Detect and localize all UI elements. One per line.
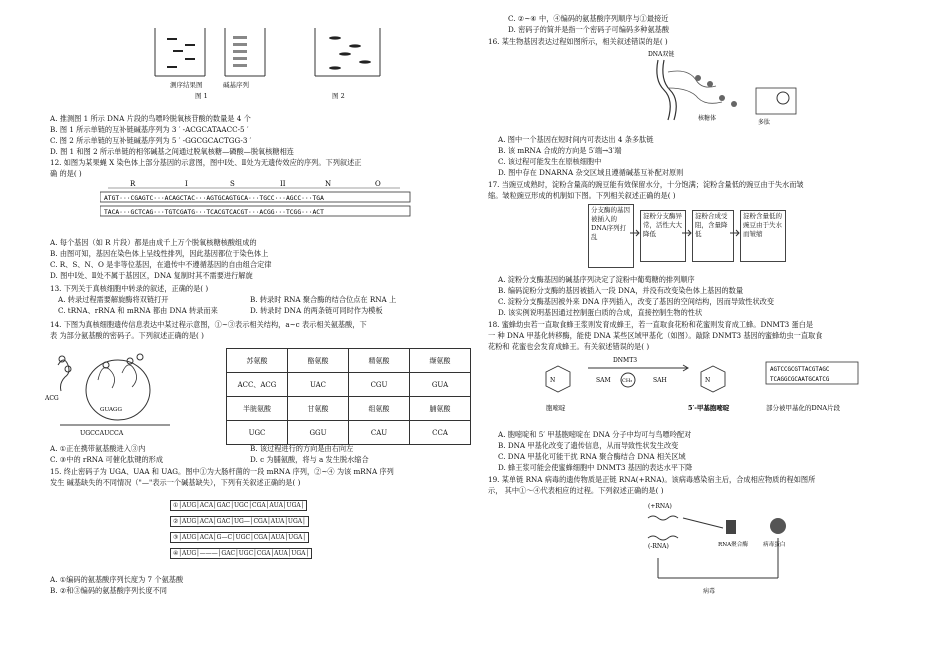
- viral-protein-label: 病毒蛋白: [763, 542, 786, 548]
- mechanism-box-2: 淀粉分支酶异常，活性大大降低: [640, 210, 686, 262]
- q16-option-b: B. 该 mRNA 合成的方向是 5′端→3′端: [498, 146, 622, 155]
- gene-diagram: [100, 180, 420, 230]
- q18-stem-line3: 花粉和 花蜜也会发育成蜂王。有关叙述错误的是( ): [488, 342, 650, 351]
- q16-option-d: D. 图中存在 DNARNA 杂交区域且遵循碱基互补配对原则: [498, 168, 684, 177]
- fig2-caption: 图 2: [332, 92, 345, 100]
- svg-text:N: N: [550, 377, 556, 384]
- codon-cell: UAC: [288, 373, 349, 397]
- gene-label-r: R: [130, 180, 136, 188]
- q16-stem: 16. 某生物基因表达过程如图所示，相关叙述错误的是( ): [488, 37, 668, 46]
- fig1-label-b: 碱基序列: [223, 81, 249, 89]
- codon-cell: 苏氨酸: [227, 349, 288, 373]
- gene-strand-top: ATGT···CGAGTC···ACAGCTAC···AGTGCAGTGCA···TGCC···AGCC···TGA: [104, 195, 324, 202]
- gene-label-s: S: [230, 180, 235, 188]
- translation-figure: [40, 345, 180, 440]
- mrna-sequence: UGCCAUCCA: [80, 430, 124, 437]
- mechanism-arrows: [628, 228, 748, 238]
- sah-label: SAH: [653, 377, 667, 384]
- q11-option-c: C. 图 2 所示单链的互补链碱基序列为 5 ′ -GGCGCACTGG-3 ′: [50, 136, 252, 145]
- dna-double-strand-label: DNA双链: [648, 51, 675, 58]
- codon-table: [226, 348, 471, 445]
- dnmt3-label: DNMT3: [613, 357, 638, 364]
- q14-option-b: B. 该过程进行的方向是由右向左: [250, 444, 354, 453]
- q18-option-d: D. 蜂王浆可能会使蜜蜂细胞中 DNMT3 基因的表达水平下降: [498, 463, 693, 472]
- mechanism-box-1: 分支酶的基因被插入的DNA序列打乱: [588, 204, 634, 268]
- q14-option-d: D. c 为脯氨酸，将与 a 发生脱水缩合: [250, 455, 369, 464]
- q12-stem-line2: 确 的是( ): [50, 169, 82, 178]
- q15-option-b: B. ②和③编码的氨基酸序列长度不同: [50, 586, 167, 595]
- codon-cell: 甘氨酸: [288, 397, 349, 421]
- q17-stem-line1: 17. 当豌豆成熟时，淀粉含量高的豌豆能有效保留水分，十分饱满；淀粉含量低的豌豆由于失水而皱: [488, 180, 804, 189]
- gene-strand-bottom: TACA···GCTCAG···TGTCGATG···TCACGTCACGT···ACGG···TCGG···ACT: [104, 209, 324, 216]
- q14-option-a: A. ①正在携带氨基酸进入③内: [50, 444, 146, 453]
- trna-anticodon-text: GUAGG: [100, 407, 122, 413]
- anticodon-label: ACG: [45, 395, 59, 402]
- q17-option-c: C. 淀粉分支酶基因被外来 DNA 序列插入，改变了基因的空间结构，因而导致性状改变: [498, 297, 775, 306]
- q18-stem-line2: 一 种 DNA 甲基化转移酶，能使 DNA 某些区域甲基化（如图）。敲除 DNMT3 基因的蜜蜂幼虫一直取食: [488, 331, 823, 340]
- q17-option-a: A. 淀粉分支酶基因的碱基序列决定了淀粉中葡萄糖的排列顺序: [498, 275, 695, 284]
- gene-label-ii: II: [280, 180, 286, 188]
- codon-cell: UGC: [227, 421, 288, 445]
- q12-option-a: A. 每个基因（如 R 片段）都是由成千上万个脱氧核糖核酸组成的: [50, 238, 257, 247]
- q19-stem-line1: 19. 某单链 RNA 病毒的遗传物质是正链 RNA(+RNA)。该病毒感染宿主后，合成相应物质的程如图所: [488, 475, 816, 484]
- q11-option-d: D. 图 1 和图 2 所示单链的相邻碱基之间通过脱氧核糖—磷酸—脱氧核糖相连: [50, 147, 294, 156]
- sam-label: SAM: [596, 377, 611, 384]
- q14-option-c: C. ③中的 rRNA 可催化肽键的形成: [50, 455, 164, 464]
- q12-option-c: C. R、S、N、O 是非等位基因，在遗传中不遵循基因的自由组合定律: [50, 260, 272, 269]
- codon-cell: GUA: [410, 373, 471, 397]
- q16-option-a: A. 图中一个基因在短时间内可表达出 4 条多肽链: [498, 135, 654, 144]
- mrna-sequence-row: ④│AUG│———│GAC│UGC│CGA│AUA│UGA│: [170, 548, 312, 559]
- methylation-figure: [528, 352, 868, 422]
- q16-option-c: C. 该过程可能发生在原核细胞中: [498, 157, 602, 166]
- q18-option-a: A. 胞嘧啶和 5′ 甲基胞嘧啶在 DNA 分子中均可与鸟嘌呤配对: [498, 430, 692, 439]
- cytosine-label: 胞嘧啶: [546, 404, 566, 412]
- q15-option-a: A. ①编码的氨基酸序列长度为 7 个氨基酸: [50, 575, 184, 584]
- q18-option-c: C. DNA 甲基化可能干扰 RNA 聚合酶结合 DNA 相关区域: [498, 452, 686, 461]
- codon-cell: CAU: [349, 421, 410, 445]
- mrna-sequence-row: ③│AUG│ACA│G—C│UGC│CGA│AUA│UGA│: [170, 532, 309, 543]
- q13-stem: 13. 下列关于真核细胞中转录的叙述，正确的是( ): [50, 284, 209, 293]
- fig1-caption: 图 1: [195, 92, 208, 100]
- codon-cell: ACC、ACG: [227, 373, 288, 397]
- codon-cell: 精氨酸: [349, 349, 410, 373]
- q18-option-b: B. DNA 甲基化改变了遗传信息，从而导致性状发生改变: [498, 441, 679, 450]
- q14-stem-line2: 表 为部分氨基酸的密码子。下列叙述正确的是( ): [50, 331, 204, 340]
- mechanism-box-4: 淀粉含量低的豌豆由于失水而皱缩: [740, 210, 786, 262]
- gene-expression-figure: [638, 48, 818, 128]
- q12-option-b: B. 由图可知，基因在染色体上呈线性排列，因此基因都位于染色体上: [50, 249, 269, 258]
- fig1-label-a: 测序结果图: [170, 81, 203, 89]
- codon-cell: 组氨酸: [349, 397, 410, 421]
- virus-replication-figure: [638, 498, 838, 598]
- codon-cell: 脯氨酸: [410, 397, 471, 421]
- q11-option-a: A. 推测图 1 所示 DNA 片段的鸟嘌呤脱氧核苷酸的数量是 4 个: [50, 114, 251, 123]
- gel-figure-1: [155, 28, 265, 76]
- q13-option-b: B. 转录时 RNA 聚合酶的结合位点在 RNA 上: [250, 295, 397, 304]
- gene-label-n: N: [325, 180, 332, 188]
- q15-option-c: C. ②~④ 中，④编码的氨基酸序列顺序与①最接近: [508, 14, 669, 23]
- methylcytosine-label: 5′-甲基胞嘧啶: [688, 404, 730, 412]
- q12-stem-line1: 12. 如图为某果蝇 X 染色体上部分基因的示意图，图中Ⅰ处、Ⅱ处为无遗传效应的序列。下列叙述正: [50, 158, 362, 167]
- q15-option-d: D. 密码子的简并是指一个密码子可编码多种氨基酸: [508, 25, 670, 34]
- minus-rna-label: (-RNA): [648, 543, 669, 550]
- q19-stem-line2: 示， 其中①～④代表相应的过程。下列叙述正确的是( ): [488, 486, 664, 495]
- q18-stem-line1: 18. 蜜蜂幼虫若一直取食蜂王浆则发育成蜂王，若一直取食花粉和花蜜则发育成工蜂。DNMT3 蛋白是: [488, 320, 814, 329]
- q11-option-b: B. 图 1 所示单链的互补链碱基序列为 3 ′ -ACGCATAACC-5 ′: [50, 125, 249, 134]
- ribosome-label: 核糖体: [698, 115, 717, 122]
- q15-stem-line2: 发生 碱基缺失的不同情况（"—"表示一个碱基缺失），下列有关叙述正确的是( ): [50, 478, 301, 487]
- codon-cell: CGU: [349, 373, 410, 397]
- mechanism-box-3: 淀粉合成受阻，含量降低: [692, 210, 734, 262]
- q12-option-d: D. 图中Ⅰ处、Ⅱ处不属于基因区，DNA 复制时其不需要进行解旋: [50, 271, 253, 280]
- q14-stem-line1: 14. 下图为真核细胞遗传信息表达中某过程示意图，①~③表示相关结构，a~c 表示相关氨基酸，下: [50, 320, 367, 329]
- gene-label-o: O: [375, 180, 381, 188]
- q17-option-d: D. 该实例说明基因通过控制蛋白质的合成，直接控制生物的性状: [498, 308, 703, 317]
- polypeptide-label: 多肽: [758, 119, 771, 126]
- q17-option-b: B. 编码淀粉分支酶的基因被插入一段 DNA，并没有改变染色体上基因的数量: [498, 286, 744, 295]
- virus-label: 病毒: [703, 588, 716, 595]
- codon-cell: GGU: [288, 421, 349, 445]
- q13-option-a: A. 转录过程需要解旋酶将双链打开: [58, 295, 169, 304]
- codon-cell: 半胱氨酸: [227, 397, 288, 421]
- dna-top-strand: AGTCCGCGTTACGTAGC: [770, 367, 830, 373]
- gel-figure-2: [315, 28, 380, 76]
- ch3-label: CH₃: [622, 378, 633, 384]
- mrna-sequence-row: ①│AUG│ACA│GAC│UGC│CGA│AUA│UGA│: [170, 500, 307, 511]
- svg-text:N: N: [705, 377, 711, 384]
- codon-cell: 缬氨酸: [410, 349, 471, 373]
- q17-stem-line2: 缩。皱粒豌豆形成的机制如下图。下列相关叙述正确的是( ): [488, 191, 676, 200]
- plus-rna-label: (+RNA): [648, 503, 672, 510]
- gene-label-i: I: [185, 180, 188, 188]
- methylated-dna-label: 部分被甲基化的DNA片段: [766, 404, 841, 412]
- mrna-sequence-row: ②│AUG│ACA│GAC│UG—│CGA│AUA│UGA│: [170, 516, 309, 527]
- rna-polymerase-label: RNA聚合酶: [718, 542, 748, 548]
- q13-option-d: D. 转录时 DNA 的两条链可同时作为模板: [250, 306, 383, 315]
- dna-bottom-strand: TCAGGCGCAATGCATCG: [770, 377, 830, 383]
- q15-stem-line1: 15. 终止密码子为 UGA、UAA 和 UAG。图中①为大肠杆菌的一段 mRNA 序列，②~④ 为该 mRNA 序列: [50, 467, 394, 476]
- codon-cell: CCA: [410, 421, 471, 445]
- q13-option-c: C. tRNA、rRNA 和 mRNA 都由 DNA 转录而来: [58, 306, 218, 315]
- codon-cell: 酪氨酸: [288, 349, 349, 373]
